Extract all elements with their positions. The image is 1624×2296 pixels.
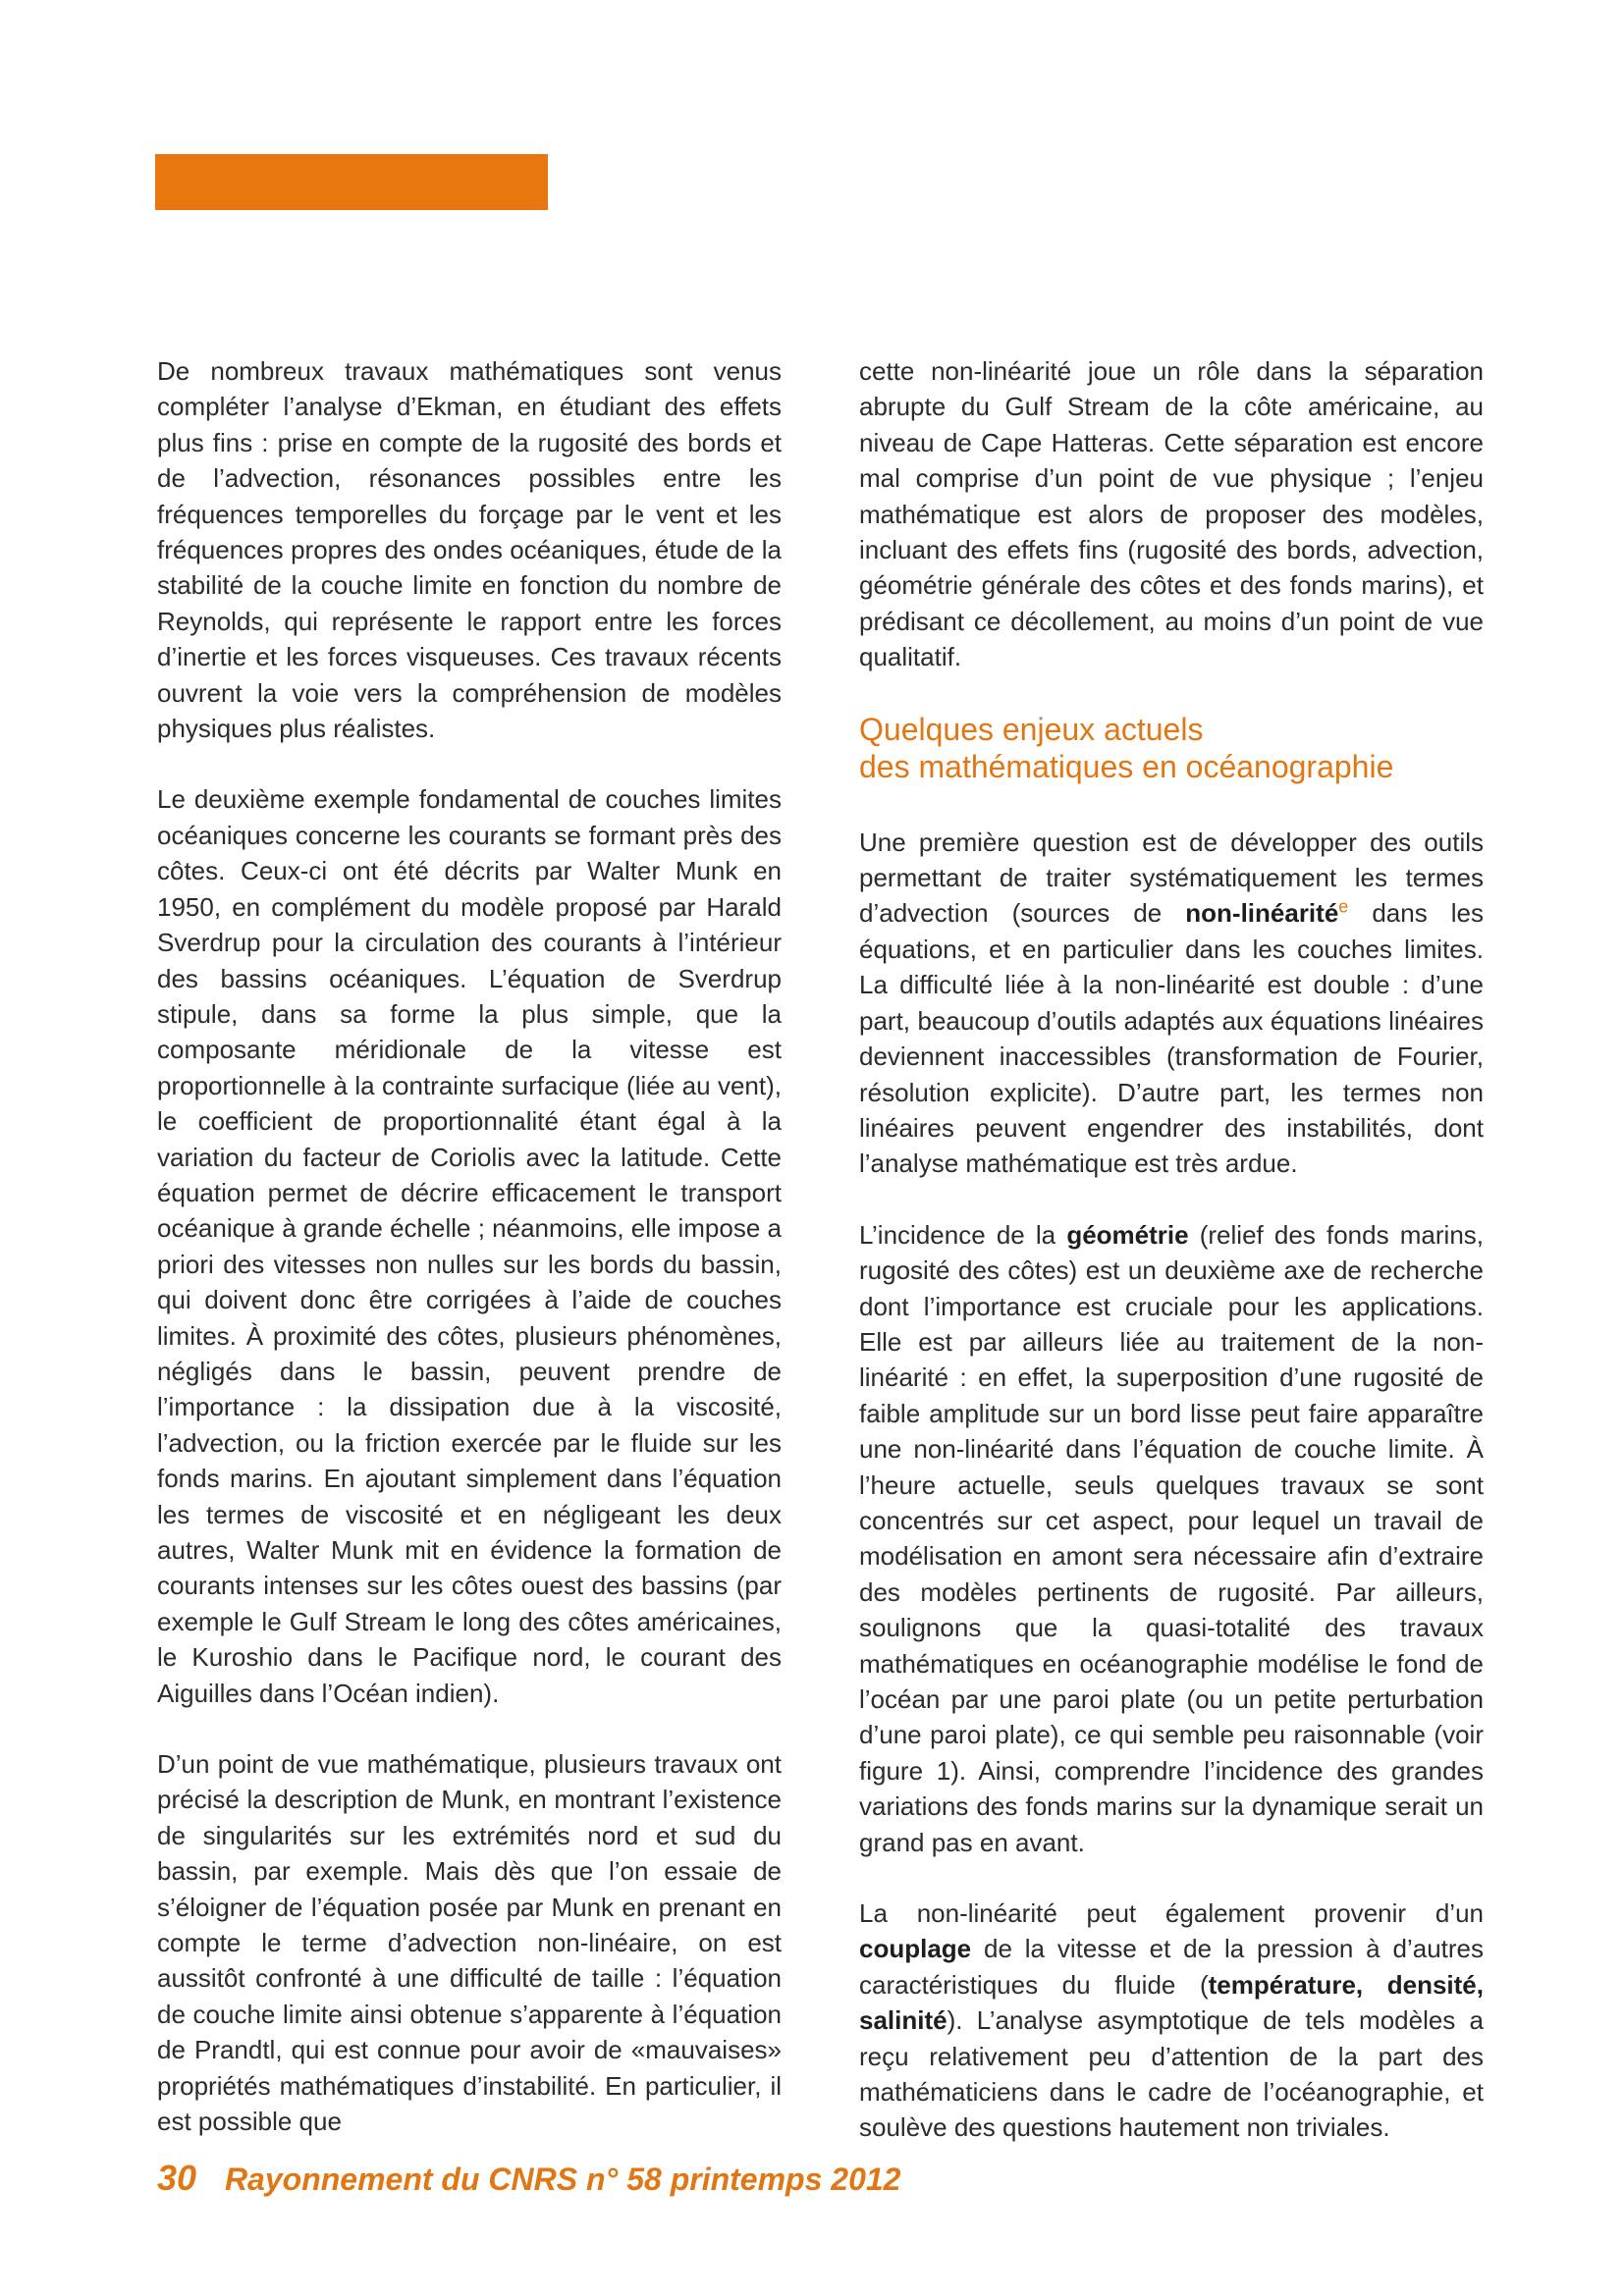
text-segment: L’incidence de la (859, 1219, 1067, 1250)
left-paragraph-3: D’un point de vue mathématique, plusieurs travaux ont précisé la description de Munk, en montrant l’existence de singularités sur les extrémités nord et sud du bassin, par exemple. Mais dès que l’on essaie de s’éloigner de l’équation posée par Munk en prenant en compte le terme d’advection non-linéaire, on est aussitôt confronté à une difficulté de taille : l’équation de couche limite ainsi obtenue s’apparente à l’équation de Prandtl, qui est connue pour avoir de «mauvaises» propriétés mathématiques d’instabilité. En particulier, il est possible que (157, 1749, 782, 2137)
text-segment: de la vitesse et de la pression à d’autres caractéristiques du fluide ( (859, 1934, 1484, 2000)
section-heading-line-2: des mathématiques en océanographie (859, 748, 1394, 784)
page-number: 30 (157, 2158, 197, 2198)
left-paragraph-2: Le deuxième exemple fondamental de couches limites océaniques concerne les courants se formant près des côtes. Ceux-ci ont été décrits par Walter Munk en 1950, en complément du modèle proposé par Harald Sverdrup pour la circulation des courants à l’intérieur des bassins océaniques. L’équation de Sverdrup stipule, dans sa forme la plus simple, que la composante méridionale de la vitesse est proportionnelle à la contrainte surfacique (liée au vent), le coefficient de proportionnalité étant égal à la variation du facteur de Coriolis avec la latitude. Cette équation permet de décrire efficacement le transport océanique à grande échelle ; néanmoins, elle impose a priori des vitesses non nulles sur les bords du bassin, qui doivent donc être corrigées à l’aide de couches limites. À proximité des côtes, plusieurs phénomènes, négligés dans le bassin, peuvent prendre de l’importance : la dissipation due à la viscosité, l’advection, ou la friction exercée par le fluide sur les fonds marins. En ajoutant simplement dans l’équation les termes de viscosité et en négligeant les deux autres, Walter Munk mit en évidence la formation de courants intenses sur les côtes ouest des bassins (par exemple le Gulf Stream le long des côtes américaines, le Kuroshio dans le Pacifique nord, le courant des Aiguilles dans l’Océan indien). (157, 784, 782, 1708)
right-paragraph-4 (859, 1896, 1484, 2146)
text-segment: Une première question est de développer des outils permettant de traiter systématiquement les termes d’advection (sources de (859, 827, 1484, 929)
page-footer (157, 2158, 900, 2199)
orange-header-bar (155, 154, 548, 210)
right-paragraph-3 (859, 1217, 1484, 1860)
keyword-geometrie: géométrie (1066, 1219, 1189, 1250)
section-heading (859, 711, 1484, 785)
text-segment: La non-linéarité peut également provenir d’un (859, 1898, 1484, 1929)
keyword-temperature-densite-salinite: température, densité, salinité (859, 1969, 1484, 2036)
keyword-couplage: couplage (859, 1934, 972, 1964)
section-heading-line-1: Quelques enjeux actuels (859, 711, 1204, 747)
glossary-reference[interactable]: e (1338, 896, 1349, 917)
right-paragraph-1: cette non-linéarité joue un rôle dans la séparation abrupte du Gulf Stream de la côte américaine, au niveau de Cape Hatteras. Cette séparation est encore mal comprise d’un point de vue physique ; l’enjeu mathématique est alors de proposer des modèles, incluant des effets fins (rugosité des bords, advection, géométrie générale des côtes et des fonds marins), et prédisant ce décollement, au moins d’un point de vue qualitatif. (859, 356, 1484, 672)
text-segment: (relief des fonds marins, rugosité des côtes) est un deuxième axe de recherche dont l’importance est cruciale pour les applications. Elle est par ailleurs liée au traitement de la non-linéarité : en effet, la superposition d’une rugosité de faible amplitude sur un bord lisse peut faire apparaître une non-linéarité dans l’équation de couche limite. À l’heure actuelle, seuls quelques travaux se sont concentrés sur cet aspect, pour lequel un travail de modélisation en amont sera nécessaire afin d’extraire des modèles pertinents de rugosité. Par ailleurs, soulignons que la quasi-totalité des travaux mathématiques en océanographie modélise le fond de l’océan par une paroi plate (ou un petite perturbation d’une paroi plate), ce qui semble peu raisonnable (voir figure 1). Ainsi, comprendre l’incidence des grandes variations des fonds marins sur la dynamique serait un grand pas en avant. (859, 1219, 1485, 1857)
text-segment: ). L’analyse asymptotique de tels modèles a reçu relativement peu d’attention de la part des mathématiciens dans le cadre de l’océanographie, et soulève des questions hautement non triviales. (859, 2005, 1484, 2143)
text-segment: dans les équations, et en particulier dans les couches limites. La difficulté liée à la non-linéarité est double : d’une part, beaucoup d’outils adaptés aux équations linéaires deviennent inaccessibles (transformation de Fourier, résolution explicite). D’autre part, les termes non linéaires peuvent engendrer des instabilités, dont l’analyse mathématique est très ardue. (859, 898, 1484, 1179)
left-paragraph-1: De nombreux travaux mathématiques sont venus compléter l’analyse d’Ekman, en étudiant des effets plus fins : prise en compte de la rugosité des bords et de l’advection, résonances possibles entre les fréquences temporelles du forçage par le vent et les fréquences propres des ondes océaniques, étude de la stabilité de la couche limite en fonction du nombre de Reynolds, qui représente le rapport entre les forces d’inertie et les forces visqueuses. Ces travaux récents ouvrent la voie vers la compréhension de modèles physiques plus réalistes. (157, 356, 782, 744)
publication-title: Rayonnement du CNRS n° 58 printemps 2012 (224, 2162, 901, 2197)
right-column (859, 353, 1484, 2181)
keyword-non-linearite: non-linéarité (1185, 898, 1339, 929)
left-column (157, 353, 782, 2175)
right-paragraph-2 (859, 825, 1484, 1182)
